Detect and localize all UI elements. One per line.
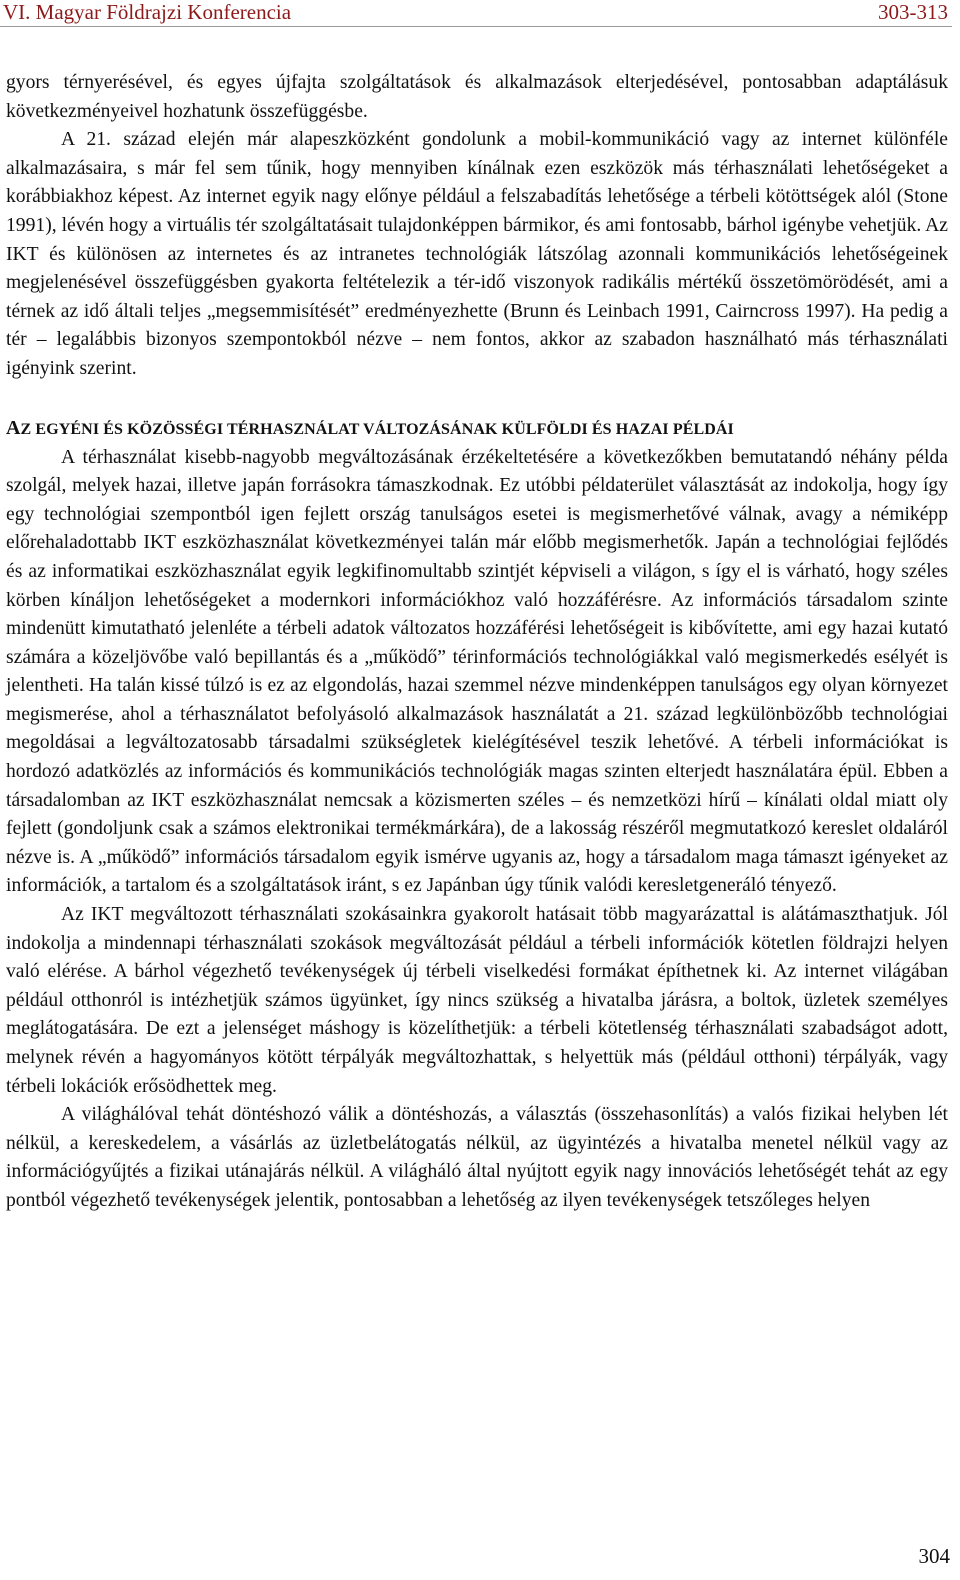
paragraph-internet-space: A 21. század elején már alapeszközként gondolunk a mobil-kommunikáció vagy az internet különféle alkalmazásaira, s már fel sem tűnik, hogy mennyiben kínálnak ezen eszközök más térhasználati lehetőségeket a korábbiakhoz képest. Az internet egyik nagy előnye például a felszabadítás lehetősége a térbeli kötöttségek alól (Stone 1991), lévén hogy a virtuális tér szolgáltatásait tulajdonképpen bármikor, és ami fontosabb, bárhol igénybe vehetjük. Az IKT és különösen az internetes és az intranetes technológiák látszólag azonnali kommunikációs lehetőségeinek megjelenésével összefüggésben gyakorta feltételezik a tér-idő viszonyok radikális mértékű összetömörödését, ami a térnek az idő általi teljes „megsemmisítését” eredményezhette (Brunn és Leinbach 1991, Cairncross 1997). Ha pedig a tér – legalábbis bizonyos szempontokból nézve – nem fontos, akkor az szabadon használható más térhasználati igényink szerint. xyxy=(6,129,948,379)
section-heading xyxy=(6,414,948,444)
page-range: 303-313 xyxy=(878,0,948,24)
article-body xyxy=(6,69,948,1216)
page-number: 304 xyxy=(918,1544,950,1568)
paragraph-ikt-effects: Az IKT megváltozott térhasználati szokásainkra gyakorolt hatásait több magyarázattal is alátámaszthatjuk. Jól indokolja a mindennapi térhasználati szokások megváltozását például a térbeli információk kötetlen földrajzi helyen való elérése. A bárhol végezhető tevékenységek új térbeli viselkedési formákat építhetnek ki. Az internet világában például otthonról is intézhetjük számos ügyünket, így nincs szükség a hivatalba járásra, a boltok, üzletek személyes meglátogatására. De ezt a jelenséget máshogy is közelíthetjük: a térbeli kötetlenség térhasználati szabadságot adott, melynek révén a hagyományos kötött térpályák megváltozhattak, s helyettük más (például otthoni) térpályák, vagy térbeli lokációk erősödhettek meg. xyxy=(6,904,948,1097)
conference-title: VI. Magyar Földrajzi Konferencia xyxy=(3,0,292,24)
paragraph-examples: A térhasználat kisebb-nagyobb megváltozásának érzékeltetésére a következőkben bemutatandó néhány példa szolgál, melyek hazai, illetve japán forrásokra támaszkodnak. Ez utóbbi példaterület választását az indokolja, hogy így egy technológiai szempontból igen fejlett ország tanulságos esetei is megismerhetővé válnak, avagy a némiképp előrehaladottabb IKT eszközhasználat következményei talán már előbb megismerhetők. Japán a technológiai fejlődés és az informatikai eszközhasználat egyik legkifinomultabb szintjét képviseli a világon, s így el is várható, hogy széles körben kínáljon lehetőségeket a modernkori információkhoz való hozzáférésre. Az információs társadalom szinte mindenütt kimutatható jelenléte a térbeli adatok változatos hozzáférési lehetőségeit is kibővítette, ami egy hazai kutató számára a közeljövőbe való bepillantás és a „működő” térinformációs technológiákkal való megismerkedés esélyét is jelentheti. Ha talán kissé túlzó is ez az elgondolás, hazai szemmel nézve mindenképpen tanulságos egy olyan környezet megismerése, ahol a térhasználatot befolyásoló alkalmazások használatát a 21. század legkülönbözőbb technológiai megoldásai a legváltozatosabb társadalmi szükségletek kielégítésével teszik lehetővé. A térbeli információkat is hordozó adatközlés az információs és kommunikációs technológiák magas szinten elterjedt használatára épül. Ebben a társadalomban az IKT eszközhasználat nemcsak a közismerten széles – és nemzetközi hírű – kínálati oldal miatt oly fejlett (gondoljunk csak a számos elektronikai termékmárkára), de a lakosság részéről megmutatkozó kereslet oldaláról nézve is. A „működő” információs társadalom egyik ismérve ugyanis az, hogy a társadalom maga támaszt igényeket az információk, a tartalom és a szolgáltatások iránt, s ez Japánban úgy tűnik valódi keresletgeneráló tényező. xyxy=(6,446,948,897)
section-heading-initial: A xyxy=(6,416,21,439)
section-heading-text: Z EGYÉNI ÉS KÖZÖSSÉGI TÉRHASZNÁLAT VÁLTOZÁSÁNAK KÜLFÖLDI ÉS HAZAI PÉLDÁI xyxy=(20,420,734,438)
paragraph-continuation: gyors térnyerésével, és egyes újfajta szolgáltatások és alkalmazások elterjedésével, pontosabban adaptálásuk következményeivel hozhatunk összefüggésbe. xyxy=(6,72,948,122)
running-header xyxy=(0,0,952,27)
paragraph-world-wide-web: A világhálóval tehát döntéshozó válik a döntéshozás, a választás (összehasonlítás) a valós fizikai helyben lét nélkül, a kereskedelem, a vásárlás az üzletbelátogatás nélkül, az ügyintézés a hivatalba menetel nélkül vagy az információgyűjtés a fizikai utánajárás nélkül. A világháló által nyújtott egyik nagy innovációs lehetőségét tehát az egy pontból végezhető tevékenységek jelentik, pontosabban a lehetőség az ilyen tevékenységek tetszőleges helyen xyxy=(6,1104,948,1211)
